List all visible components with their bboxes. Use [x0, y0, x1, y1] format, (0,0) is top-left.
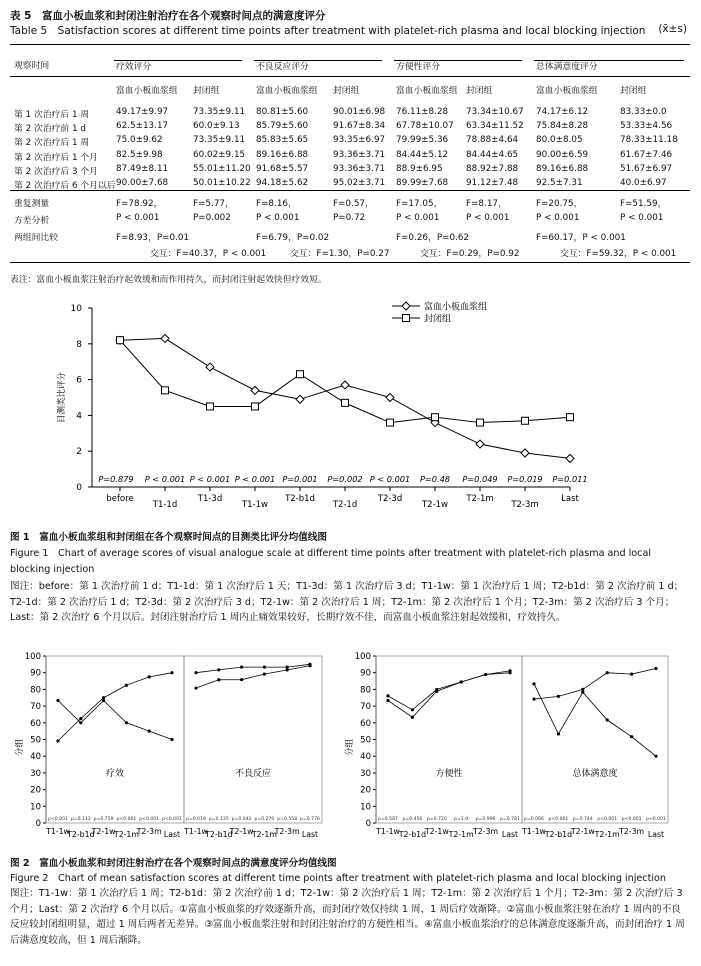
y-tick-label: 70	[30, 702, 41, 713]
panel-label: 方便性	[435, 769, 463, 780]
x-tick-label: Last	[647, 830, 665, 839]
p-value-label: p<0.001	[162, 817, 182, 822]
table-stat-f: F=17.05，	[396, 199, 443, 209]
x-tick-label: Last	[301, 830, 319, 839]
table-cell: 67.78±10.07	[396, 121, 454, 132]
data-point	[251, 386, 259, 394]
table-cell: 88.92±7.88	[466, 163, 519, 174]
p-value-label: p=0.776	[300, 817, 320, 822]
data-point	[654, 755, 657, 758]
x-tick-label: T2-3m	[619, 827, 645, 836]
table-cell: 91.12±7.48	[466, 178, 519, 188]
table-stat-f: F=8.16，	[256, 199, 297, 209]
table-stat-p: P < 0.001	[620, 213, 664, 223]
table-cell: 73.35±9.11	[193, 135, 246, 146]
p-value-label: P=0.48	[419, 474, 451, 484]
data-point	[217, 678, 220, 681]
table-row-label: 第 1 次治疗后 1 周	[14, 110, 90, 120]
table-cell: 78.88±4.64	[466, 135, 519, 146]
data-point	[342, 399, 349, 406]
table-row-label: 第 2 次治疗后 1 个月	[14, 152, 98, 163]
p-value-label: p<0.001	[597, 817, 618, 822]
data-point	[386, 694, 389, 697]
table-cell: 63.34±11.52	[466, 121, 524, 132]
data-point	[217, 668, 220, 671]
x-tick-label: T2-b1d	[285, 494, 315, 504]
x-tick-label: T2-b1d	[398, 830, 427, 839]
x-tick-label: before	[106, 494, 134, 504]
x-tick-label: T2-1m	[113, 830, 139, 839]
table-stat-p: P=0.002	[193, 213, 231, 223]
y-tick-label: 20	[30, 785, 41, 796]
figure1-caption-note: 图注：before：第 1 次治疗前 1 d；T1-1d：第 1 次治疗后 1 天；T1-3d：第 1 次治疗后 3 d；T1-1w：第 1 次治疗后 1 周；T2-b1d：第 2 次治疗前 1 d；T2-1d：第 2 次治疗后 1 d；T2-3d：第 2 次治疗后 3 d；T2-1w：第 2 次治疗后 1 周；T2-1m：第 2 次治疗后 1 个月；T2-3m：第 2 次治疗后 3 个月；Last：第 2 次治疗 6 个月以后。封闭注射治疗后 1 周内止痛效果较好，长期疗效不佳，而富血小板血浆注射起效缓和，疗效持久。	[10, 581, 684, 623]
table-cell: 90.01±6.98	[333, 107, 386, 117]
table-cell: 89.16±6.88	[536, 163, 589, 174]
p-value-label: P=0.019	[507, 474, 543, 484]
series-line	[58, 673, 172, 741]
table-header-time: 观察时间	[14, 61, 50, 71]
x-tick-label: Last	[501, 830, 519, 839]
y-tick-label: 100	[354, 652, 371, 662]
series-line	[58, 701, 172, 740]
x-tick-label: T2-1w	[424, 827, 449, 836]
x-tick-label: T2-b1d	[544, 830, 573, 839]
p-value-label: p=0.781	[500, 817, 520, 822]
figure1-caption-cn: 图 1 富血小板血浆组和封闭组在各个观察时间点的目测类比评分均值线图	[10, 532, 328, 543]
table-sub-block: 封闭组	[193, 86, 220, 96]
figure1-chart	[40, 292, 600, 522]
table-cell: 93.36±3.71	[333, 149, 386, 160]
x-tick-label: T2-3m	[511, 500, 539, 510]
panel-frame	[46, 656, 184, 823]
data-point	[162, 387, 169, 394]
panel-label: 疗效	[105, 769, 125, 780]
table-cell: 50.01±10.22	[193, 178, 251, 188]
x-tick-label: T2-1w	[91, 827, 116, 836]
table-group-adverse: 不良反应评分	[256, 62, 309, 72]
table-stat-compare: F=6.79，P=0.02	[256, 233, 330, 243]
x-tick-label: T2-1d	[332, 500, 358, 510]
legend-label: 富血小板血浆组	[424, 302, 488, 313]
table-cell: 76.11±8.28	[396, 107, 449, 117]
table-cell: 75.84±8.28	[536, 121, 589, 132]
table-cell: 51.67±6.97	[620, 163, 673, 174]
table-cell: 73.35±9.11	[193, 107, 246, 117]
table-note: 表注：富血小板血浆注射治疗起效缓和而作用持久，而封闭注射起效快但疗效短。	[10, 275, 327, 285]
data-point	[460, 680, 463, 683]
table-cell: 85.83±5.65	[256, 135, 309, 146]
x-tick-label: T2-3m	[136, 827, 162, 836]
data-point	[566, 454, 574, 462]
p-value-label: P=0.001	[282, 474, 318, 484]
p-value-label: p=0.759	[93, 817, 114, 822]
p-value-label: p<0.001	[139, 817, 160, 822]
table-stat-interaction: 交互：F=0.29，P=0.92	[420, 249, 520, 259]
table-stat-interaction: 交互：F=40.37，P < 0.001	[150, 249, 267, 259]
table-stat-f: F=51.59，	[620, 199, 667, 209]
y-tick-label: 60	[360, 718, 371, 729]
table-cell: 93.36±3.71	[333, 163, 386, 174]
table-cell: 84.44±5.12	[396, 149, 449, 160]
table-sub-prp: 富血小板血浆组	[396, 86, 458, 96]
table-stat-label: 重复测量	[14, 199, 50, 209]
table-cell: 80.0±8.05	[536, 135, 583, 146]
data-point	[532, 682, 535, 685]
x-tick-label: T2-b1d	[205, 830, 233, 839]
data-point	[252, 403, 259, 410]
x-tick-label: T1-1w	[46, 827, 70, 836]
data-point	[161, 334, 169, 342]
p-value-label: P < 0.001	[144, 474, 186, 484]
y-tick-label: 2	[76, 447, 82, 458]
table-sub-prp: 富血小板血浆组	[536, 86, 598, 96]
data-point	[296, 395, 304, 403]
data-point	[522, 417, 529, 424]
p-value-label: p=0.135	[208, 817, 229, 822]
table-cell: 60.02±9.15	[193, 149, 246, 160]
data-point	[240, 678, 243, 681]
data-point	[557, 695, 560, 698]
x-tick-label: T1-3d	[197, 494, 223, 504]
table-sub-block: 封闭组	[466, 86, 493, 96]
p-value-label: P < 0.001	[189, 474, 231, 484]
table-group-convenience: 方便性评分	[396, 62, 440, 72]
table-stat-compare: F=60.17，P < 0.001	[536, 233, 626, 243]
p-value-label: p=0.270	[254, 817, 275, 822]
figure2-chart-left	[14, 648, 334, 850]
data-point	[308, 663, 311, 666]
table-cell: 75.0±9.62	[116, 135, 163, 146]
data-point	[194, 686, 197, 689]
p-value-label: P=0.049	[462, 474, 498, 484]
table-stat-f: F=20.75，	[536, 199, 583, 209]
data-point	[206, 363, 214, 371]
x-tick-label: T2-3m	[274, 827, 300, 836]
y-tick-label: 10	[30, 802, 41, 813]
y-tick-label: 6	[76, 375, 82, 386]
x-tick-label: T2-1m	[466, 494, 494, 504]
data-point	[654, 667, 657, 670]
series-line	[534, 684, 656, 756]
p-value-label: P < 0.001	[234, 474, 276, 484]
y-tick-label: 20	[360, 785, 371, 796]
p-value-label: p=0.066	[524, 817, 544, 822]
table-cell: 60.0±9.13	[193, 121, 240, 132]
table-cell: 92.5±7.31	[536, 178, 583, 188]
table-cell: 91.68±5.57	[256, 163, 309, 174]
table-cell: 78.33±11.18	[620, 135, 678, 146]
data-point	[581, 691, 584, 694]
p-value-label: p=0.558	[277, 817, 298, 822]
figure1-caption-en: Figure 1 Chart of average scores of visual analogue scale at different time points after treatment with platelet-rich plasma and local blocking injection	[10, 548, 651, 575]
p-value-label: p=0.996	[475, 817, 496, 822]
table-stat-p: P < 0.001	[396, 213, 440, 223]
table-cell: 89.99±7.68	[396, 178, 449, 188]
p-value-label: p=1.0	[454, 817, 469, 822]
p-value-label: p=0.456	[402, 817, 423, 822]
y-tick-label: 90	[30, 668, 41, 679]
table-cell: 93.35±6.97	[333, 135, 386, 146]
table-stat-p: P < 0.001	[256, 213, 300, 223]
table-cell: 74.17±6.12	[536, 107, 589, 117]
table-stat-interaction: 交互：F=59.32，P < 0.001	[560, 249, 677, 259]
table-stat-p: P < 0.001	[116, 213, 160, 223]
x-tick-label: T2-1w	[421, 500, 449, 510]
data-point	[148, 730, 151, 733]
data-point	[79, 721, 82, 724]
data-point	[432, 414, 439, 421]
panel-label: 总体满意度	[572, 769, 618, 780]
table-cell: 49.17±9.97	[116, 107, 169, 117]
x-tick-label: T2-1w	[570, 827, 595, 836]
p-value-label: p<0.001	[116, 817, 137, 822]
table-cell: 55.01±11.20	[193, 163, 251, 174]
table-cell: 89.16±6.88	[256, 149, 309, 160]
x-tick-label: T2-3m	[473, 827, 499, 836]
table-sub-block: 封闭组	[333, 86, 360, 96]
x-tick-label: T2-1m	[594, 830, 620, 839]
table-cell: 79.99±5.36	[396, 135, 449, 146]
y-tick-label: 80	[360, 685, 371, 696]
data-point	[117, 337, 124, 344]
table-row-label: 第 2 次治疗后 1 周	[14, 138, 90, 149]
p-value-label: P=0.002	[327, 474, 363, 484]
legend-marker	[403, 315, 410, 322]
data-point	[102, 696, 105, 699]
y-tick-label: 10	[360, 802, 371, 813]
figure2-caption-en: Figure 2 Chart of mean satisfaction scores at different time points after treatment with platelet-rich plasma and local blocking injection	[10, 873, 666, 884]
data-point	[297, 371, 304, 378]
table-stat-f: F=0.57，	[333, 199, 374, 209]
data-point	[476, 440, 484, 448]
x-tick-label: T1-1w	[522, 827, 546, 836]
table-cell: 88.9±6.95	[396, 163, 443, 174]
table-row-label: 第 2 次治疗前 1 d	[14, 124, 86, 135]
p-value-label: P=0.011	[552, 474, 588, 484]
y-tick-label: 30	[360, 768, 371, 779]
y-tick-label: 90	[360, 668, 371, 679]
legend-marker	[402, 302, 410, 310]
y-tick-label: 10	[70, 304, 82, 314]
data-point	[477, 419, 484, 426]
table-stat-p: P < 0.001	[536, 213, 580, 223]
table-stat-f: F=5.77，	[193, 199, 234, 209]
data-point	[286, 665, 289, 668]
table-row-label: 第 2 次治疗后 6 个月以后	[14, 181, 116, 191]
table-cell: 90.00±6.59	[536, 149, 589, 160]
y-tick-label: 0	[365, 819, 371, 829]
table-cell: 61.67±7.46	[620, 149, 673, 160]
x-tick-label: T2-b1d	[67, 830, 95, 839]
data-point	[263, 673, 266, 676]
data-point	[56, 739, 59, 742]
y-tick-label: 40	[360, 752, 371, 763]
table-cell: 84.44±4.65	[466, 149, 519, 160]
x-tick-label: Last	[561, 494, 579, 504]
x-tick-label: T1-1w	[241, 500, 269, 510]
data-point	[240, 666, 243, 669]
data-point	[263, 665, 266, 668]
series-line	[388, 671, 510, 717]
p-value-label: P=0.879	[98, 474, 134, 484]
data-point	[435, 690, 438, 693]
table-group-overall: 总体满意度评分	[536, 62, 598, 72]
y-tick-label: 4	[76, 411, 82, 422]
table-unit: (x̄±s)	[658, 23, 687, 35]
data-point	[125, 684, 128, 687]
data-point	[630, 673, 633, 676]
table-cell: 53.33±4.56	[620, 121, 673, 132]
data-point	[567, 414, 574, 421]
panel-label: 不良反应	[234, 769, 272, 780]
figure2-caption-cn: 图 2 富血小板血浆和封闭注射治疗在各个观察时间点的满意度评分均值线图	[10, 858, 337, 869]
data-point	[170, 738, 173, 741]
table-sub-block: 封闭组	[620, 86, 647, 96]
series-line	[196, 666, 310, 688]
x-tick-label: T2-1m	[448, 830, 474, 839]
x-tick-label: T2-1w	[229, 827, 254, 836]
y-axis-label: 分组	[15, 738, 25, 757]
x-tick-label: T1-1w	[184, 827, 208, 836]
data-point	[56, 699, 59, 702]
data-point	[411, 716, 414, 719]
data-point	[79, 717, 82, 720]
data-point	[386, 699, 389, 702]
p-value-label: p<0.001	[548, 817, 569, 822]
y-axis-label: 目测类比评分	[57, 371, 67, 424]
y-tick-label: 0	[76, 483, 82, 493]
table-cell: 95.02±3.71	[333, 178, 386, 188]
table-sub-prp: 富血小板血浆组	[256, 86, 318, 96]
table-cell: 85.79±5.60	[256, 121, 309, 132]
data-point	[341, 381, 349, 389]
x-tick-label: T2-3d	[377, 494, 403, 504]
y-tick-label: 60	[30, 718, 41, 729]
y-tick-label: 0	[35, 819, 41, 829]
table-stat-compare: F=0.26，P=0.62	[396, 233, 470, 243]
figure2-chart-right	[344, 648, 674, 850]
data-point	[125, 721, 128, 724]
table-cell: 82.5±9.98	[116, 149, 163, 160]
y-tick-label: 80	[30, 685, 41, 696]
y-axis-label: 分组	[345, 738, 355, 757]
table-stat-p: P < 0.001	[466, 213, 510, 223]
y-tick-label: 50	[30, 735, 41, 746]
y-tick-label: 40	[30, 752, 41, 763]
data-point	[508, 669, 511, 672]
table-cell: 80.81±5.60	[256, 107, 309, 117]
p-value-label: p=0.042	[231, 817, 252, 822]
data-point	[630, 735, 633, 738]
data-point	[557, 732, 560, 735]
p-value-label: P < 0.001	[369, 474, 411, 484]
data-point	[148, 675, 151, 678]
series-line	[534, 669, 656, 700]
p-value-label: p<0.001	[621, 817, 642, 822]
y-tick-label: 8	[76, 339, 82, 350]
p-value-label: p=0.587	[378, 817, 398, 822]
data-point	[411, 708, 414, 711]
table-stat-interaction: 交互：F=1.30，P=0.27	[290, 249, 390, 259]
table-title-en: Table 5 Satisfaction scores at different time points after treatment with platelet-rich plasma and local blocking injection	[10, 25, 646, 37]
table-stat-compare: F=8.93，P=0.01	[116, 233, 190, 243]
table-title-cn: 表 5 富血小板血浆和封闭注射治疗在各个观察时间点的满意度评分	[10, 10, 326, 22]
table-cell: 94.18±5.62	[256, 178, 309, 188]
data-point	[387, 419, 394, 426]
table-sub-prp: 富血小板血浆组	[116, 86, 178, 96]
panel-frame	[376, 656, 522, 823]
table-group-efficacy: 疗效评分	[116, 62, 152, 72]
data-point	[286, 668, 289, 671]
table-stat-label: 方差分析	[14, 216, 50, 226]
table-cell: 62.5±13.17	[116, 121, 169, 132]
p-value-label: p=0.744	[572, 817, 593, 822]
table-cell: 90.00±7.68	[116, 178, 169, 188]
y-tick-label: 30	[30, 768, 41, 779]
p-value-label: p=0.720	[426, 817, 447, 822]
x-tick-label: Last	[163, 830, 181, 839]
data-point	[606, 718, 609, 721]
series-line	[388, 673, 510, 710]
table-stat-p: P=0.72	[333, 213, 366, 223]
table-stat-f: F=8.17，	[466, 199, 507, 209]
p-value-label: p=0.019	[186, 817, 206, 822]
data-point	[581, 688, 584, 691]
data-point	[532, 698, 535, 701]
legend-label: 封闭组	[424, 314, 452, 325]
x-tick-label: T1-1w	[376, 827, 400, 836]
p-value-label: p=0.112	[70, 817, 91, 822]
data-point	[102, 699, 105, 702]
data-point	[170, 671, 173, 674]
data-point	[606, 671, 609, 674]
data-point	[521, 449, 529, 457]
table-stat-f: F=78.92，	[116, 199, 163, 209]
x-tick-label: T1-1d	[152, 500, 178, 510]
y-tick-label: 70	[360, 702, 371, 713]
y-tick-label: 100	[24, 652, 41, 662]
table-row-label: 第 2 次治疗后 3 个月	[14, 166, 98, 177]
table-cell: 73.34±10.67	[466, 107, 524, 117]
table-stat-label: 两组间比较	[14, 233, 58, 243]
data-point	[207, 403, 214, 410]
panel-frame	[184, 656, 322, 823]
table-cell: 40.0±6.97	[620, 178, 667, 188]
data-point	[484, 673, 487, 676]
data-point	[386, 394, 394, 402]
table-cell: 87.49±8.11	[116, 163, 169, 174]
y-tick-label: 50	[360, 735, 371, 746]
data-point	[194, 671, 197, 674]
table-cell: 83.33±0.0	[620, 107, 667, 117]
p-value-label: p<0.001	[646, 817, 666, 822]
figure2-caption-note: 图注：T1-1w：第 1 次治疗后 1 周；T2-b1d：第 2 次治疗前 1 d；T2-1w：第 2 次治疗后 1 周；T2-1m：第 2 次治疗后 1 个月；T2-3m：第 2 次治疗后 3 个月；Last：第 2 次治疗 6 个月以后。①富血小板血浆的疗效逐渐升高，而封闭疗效仅持续 1 周，1 周后疗效渐降。②富血小板血浆注射在治疗 1 周内的不良反应较封闭组明显，超过 1 周后两者无差异。③富血小板血浆注射和封闭注射治疗的方便性相当。④富血小板血浆治疗的总体满意度逐渐升高，而封闭治疗 1 周后满意度较高，但 1 周后渐降。	[10, 888, 685, 946]
p-value-label: p<0.001	[48, 817, 68, 822]
x-tick-label: T2-1m	[251, 830, 277, 839]
table-cell: 91.67±8.34	[333, 121, 386, 132]
